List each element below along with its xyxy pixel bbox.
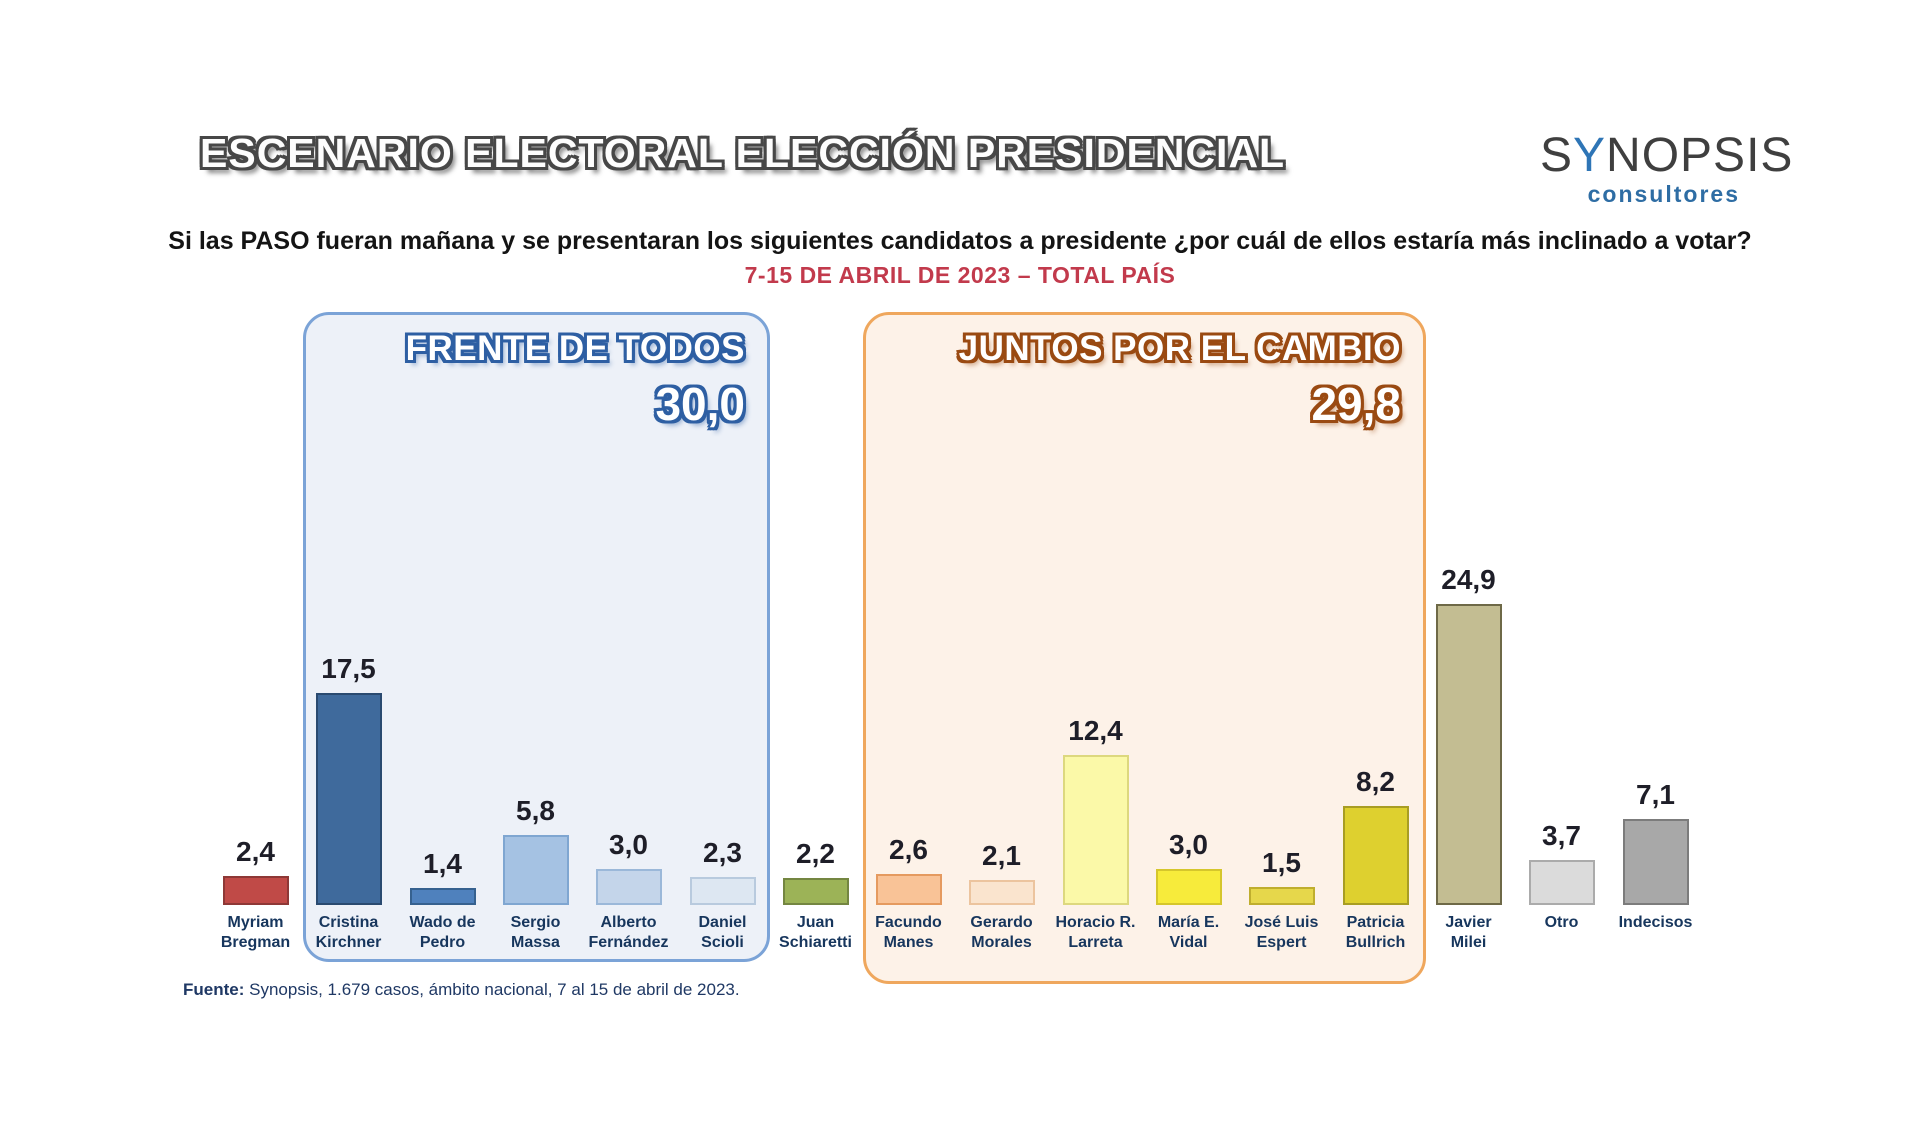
bar-alberto-fernandez: [596, 869, 662, 905]
bar-label-patricia-bullrich: Patricia Bullrich: [1345, 914, 1406, 951]
column-wado-de-pedro: [396, 0, 489, 1143]
bar-value-otro: 3,7: [1542, 820, 1581, 851]
bar-value-alberto-fernandez: 3,0: [609, 829, 648, 860]
column-jose-luis-espert: [1235, 0, 1328, 1143]
column-sergio-massa: [489, 0, 582, 1143]
bar-label-facundo-manes: Facundo Manes: [875, 914, 942, 951]
column-facundo-manes: [862, 0, 955, 1143]
bar-label-gerardo-morales: Gerardo Morales: [970, 914, 1033, 951]
column-myriam-bregman: [209, 0, 302, 1143]
group-title-juntos-por-el-cambio: JUNTOS POR EL CAMBIO: [958, 329, 1401, 368]
bar-value-cristina-kirchner: 17,5: [321, 653, 376, 684]
group-total-frente-de-todos: 30,0: [655, 378, 745, 430]
bar-patricia-bullrich: [1343, 806, 1409, 905]
bar-label-myriam-bregman: Myriam Bregman: [220, 914, 291, 951]
bar-label-javier-milei: Javier Milei: [1445, 914, 1492, 951]
bar-daniel-scioli: [690, 877, 756, 905]
bar-label-otro: Otro: [1544, 914, 1579, 931]
bar-juan-schiaretti: [783, 878, 849, 905]
bar-label-horacio-r-larreta: Horacio R. Larreta: [1055, 914, 1136, 951]
bar-label-alberto-fernandez: Alberto Fernández: [588, 914, 669, 951]
survey-question: Si las PASO fueran mañana y se presentaran los siguientes candidatos a presidente ¿por cuál de ellos estaría más inclinado a votar?: [168, 227, 1752, 255]
bar-label-indecisos: Indecisos: [1618, 914, 1693, 931]
bar-maria-e-vidal: [1156, 869, 1222, 905]
bar-myriam-bregman: [223, 876, 289, 905]
bar-wado-de-pedro: [410, 888, 476, 905]
bar-gerardo-morales: [969, 880, 1035, 905]
bar-value-sergio-massa: 5,8: [516, 795, 555, 826]
group-total-juntos-por-el-cambio: 29,8: [1311, 378, 1401, 430]
bar-value-indecisos: 7,1: [1636, 779, 1675, 810]
bar-value-daniel-scioli: 2,3: [703, 837, 742, 868]
bar-indecisos: [1623, 819, 1689, 905]
bar-value-jose-luis-espert: 1,5: [1262, 847, 1301, 878]
column-otro: [1515, 0, 1608, 1143]
logo-wordmark: SYNOPSIS: [1540, 129, 1794, 182]
bar-otro: [1529, 860, 1595, 905]
column-cristina-kirchner: [302, 0, 395, 1143]
source-label: Fuente:: [183, 980, 245, 999]
bar-value-maria-e-vidal: 3,0: [1169, 829, 1208, 860]
bar-javier-milei: [1436, 604, 1502, 905]
bar-label-juan-schiaretti: Juan Schiaretti: [779, 914, 852, 951]
bar-value-javier-milei: 24,9: [1441, 564, 1496, 595]
bar-value-juan-schiaretti: 2,2: [796, 838, 835, 869]
column-patricia-bullrich: [1329, 0, 1422, 1143]
column-gerardo-morales: [955, 0, 1048, 1143]
bar-label-cristina-kirchner: Cristina Kirchner: [315, 914, 382, 951]
bar-label-wado-de-pedro: Wado de Pedro: [409, 914, 476, 951]
column-daniel-scioli: [676, 0, 769, 1143]
bar-label-sergio-massa: Sergio Massa: [510, 914, 561, 951]
bar-value-patricia-bullrich: 8,2: [1356, 766, 1395, 797]
bar-value-facundo-manes: 2,6: [889, 834, 928, 865]
column-juan-schiaretti: [769, 0, 862, 1143]
column-horacio-r-larreta: [1049, 0, 1142, 1143]
bar-label-maria-e-vidal: María E. Vidal: [1157, 914, 1220, 951]
column-maria-e-vidal: [1142, 0, 1235, 1143]
bar-jose-luis-espert: [1249, 887, 1315, 905]
bar-value-horacio-r-larreta: 12,4: [1068, 715, 1123, 746]
survey-period: 7-15 DE ABRIL DE 2023 – TOTAL PAÍS: [744, 262, 1176, 288]
bar-value-gerardo-morales: 2,1: [982, 840, 1021, 871]
bar-value-wado-de-pedro: 1,4: [423, 848, 462, 879]
bar-label-jose-luis-espert: José Luis Espert: [1244, 914, 1319, 951]
logo-letter-y: Y: [1573, 129, 1607, 182]
column-javier-milei: [1422, 0, 1515, 1143]
bar-facundo-manes: [876, 874, 942, 905]
bar-cristina-kirchner: [316, 693, 382, 905]
bar-sergio-massa: [503, 835, 569, 905]
bar-value-myriam-bregman: 2,4: [236, 836, 275, 867]
column-alberto-fernandez: [582, 0, 675, 1143]
source-text: Synopsis, 1.679 casos, ámbito nacional, 7 al 15 de abril de 2023.: [244, 980, 740, 999]
page-title: ESCENARIO ELECTORAL ELECCIÓN PRESIDENCIAL: [200, 130, 1286, 176]
group-title-frente-de-todos: FRENTE DE TODOS: [405, 329, 745, 368]
column-indecisos: [1609, 0, 1702, 1143]
bar-horacio-r-larreta: [1063, 755, 1129, 905]
bar-label-daniel-scioli: Daniel Scioli: [698, 914, 747, 951]
logo-tagline: consultores: [1587, 181, 1740, 207]
